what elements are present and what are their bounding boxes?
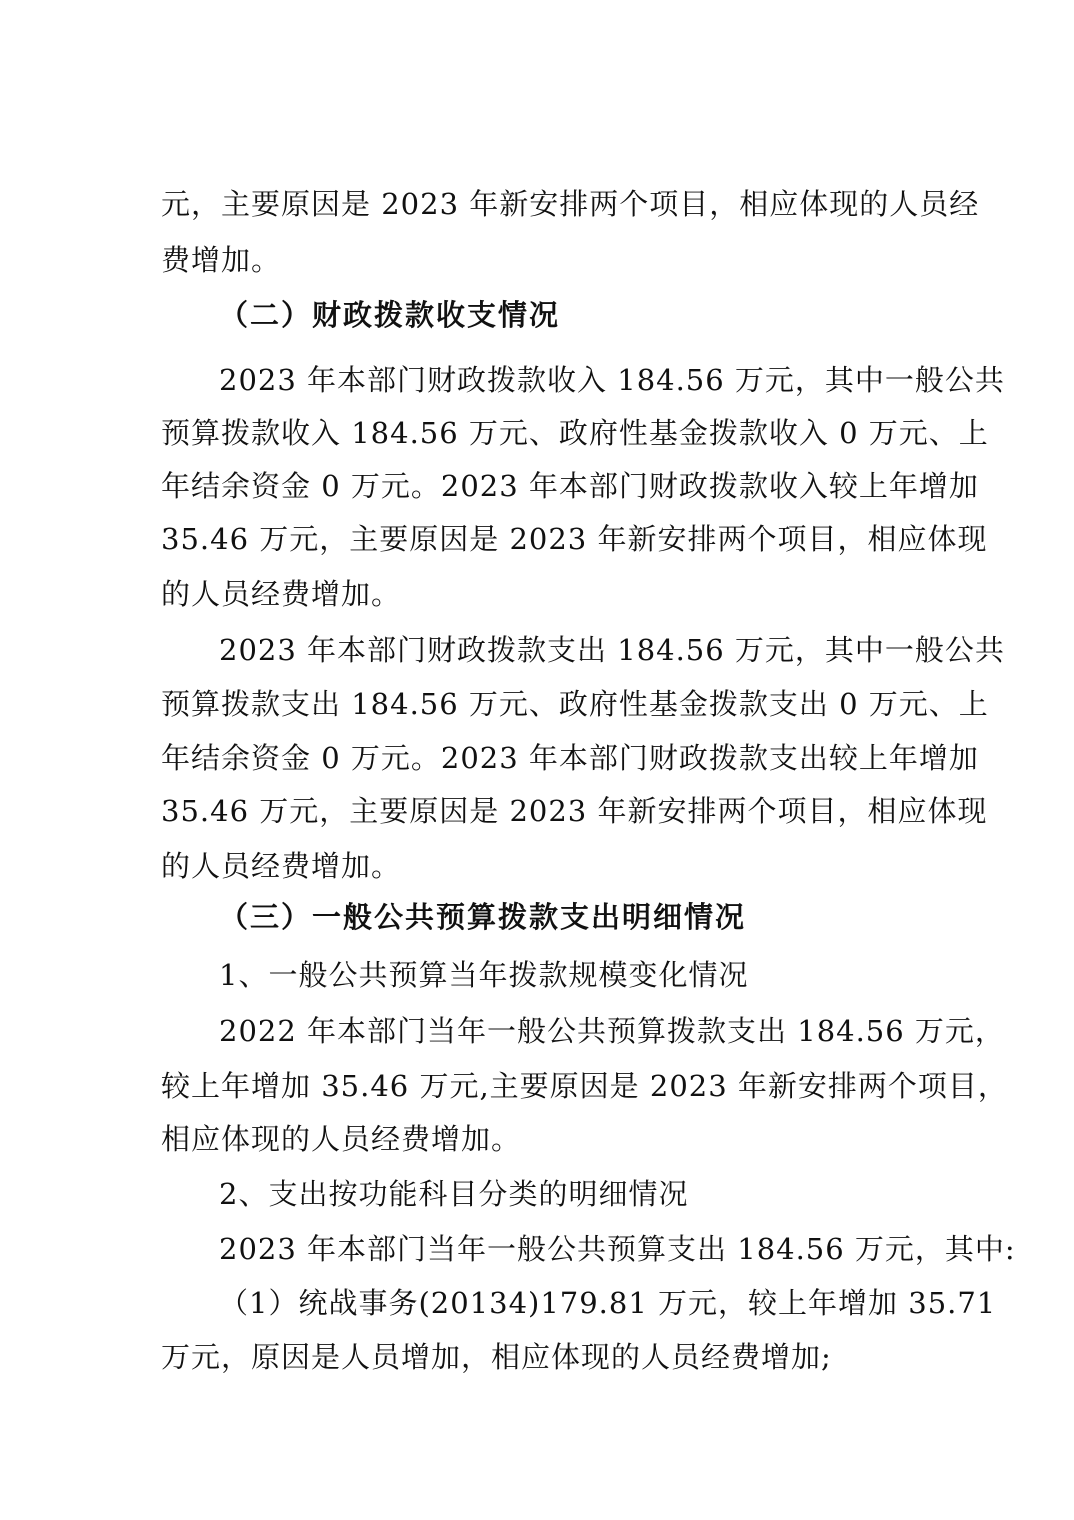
paragraph-line: 2023 年本部门当年一般公共预算支出 184.56 万元，其中: (219, 1232, 1016, 1266)
section-heading: （三）一般公共预算拨款支出明细情况 (219, 900, 747, 934)
paragraph-line: 2022 年本部门当年一般公共预算拨款支出 184.56 万元， (219, 1014, 1005, 1048)
paragraph-line: 35.46 万元，主要原因是 2023 年新安排两个项目，相应体现 (161, 794, 988, 828)
paragraph-line: 的人员经费增加。 (161, 577, 402, 611)
subsection-heading: 2、支出按功能科目分类的明细情况 (219, 1177, 689, 1211)
list-item-line: 万元，原因是人员增加，相应体现的人员经费增加; (161, 1340, 832, 1374)
paragraph-line: 相应体现的人员经费增加。 (161, 1122, 522, 1156)
paragraph-line: 35.46 万元，主要原因是 2023 年新安排两个项目，相应体现 (161, 522, 988, 556)
paragraph-line: 的人员经费增加。 (161, 849, 402, 883)
list-item-line: （1）统战事务(20134)179.81 万元，较上年增加 35.71 (219, 1286, 997, 1320)
paragraph-line: 2023 年本部门财政拨款收入 184.56 万元，其中一般公共 (219, 363, 1005, 397)
paragraph-line: 预算拨款收入 184.56 万元、政府性基金拨款收入 0 万元、上 (161, 416, 989, 450)
section-heading: （二）财政拨款收支情况 (219, 298, 561, 332)
paragraph-line: 年结余资金 0 万元。2023 年本部门财政拨款支出较上年增加 (161, 741, 979, 775)
paragraph-line: 预算拨款支出 184.56 万元、政府性基金拨款支出 0 万元、上 (161, 687, 989, 721)
subsection-heading: 1、一般公共预算当年拨款规模变化情况 (219, 958, 749, 992)
text-line: 元，主要原因是 2023 年新安排两个项目，相应体现的人员经 (161, 187, 980, 221)
paragraph-line: 年结余资金 0 万元。2023 年本部门财政拨款收入较上年增加 (161, 469, 979, 503)
paragraph-line: 较上年增加 35.46 万元,主要原因是 2023 年新安排两个项目， (161, 1069, 1008, 1103)
text-line: 费增加。 (161, 243, 282, 277)
paragraph-line: 2023 年本部门财政拨款支出 184.56 万元，其中一般公共 (219, 633, 1005, 667)
